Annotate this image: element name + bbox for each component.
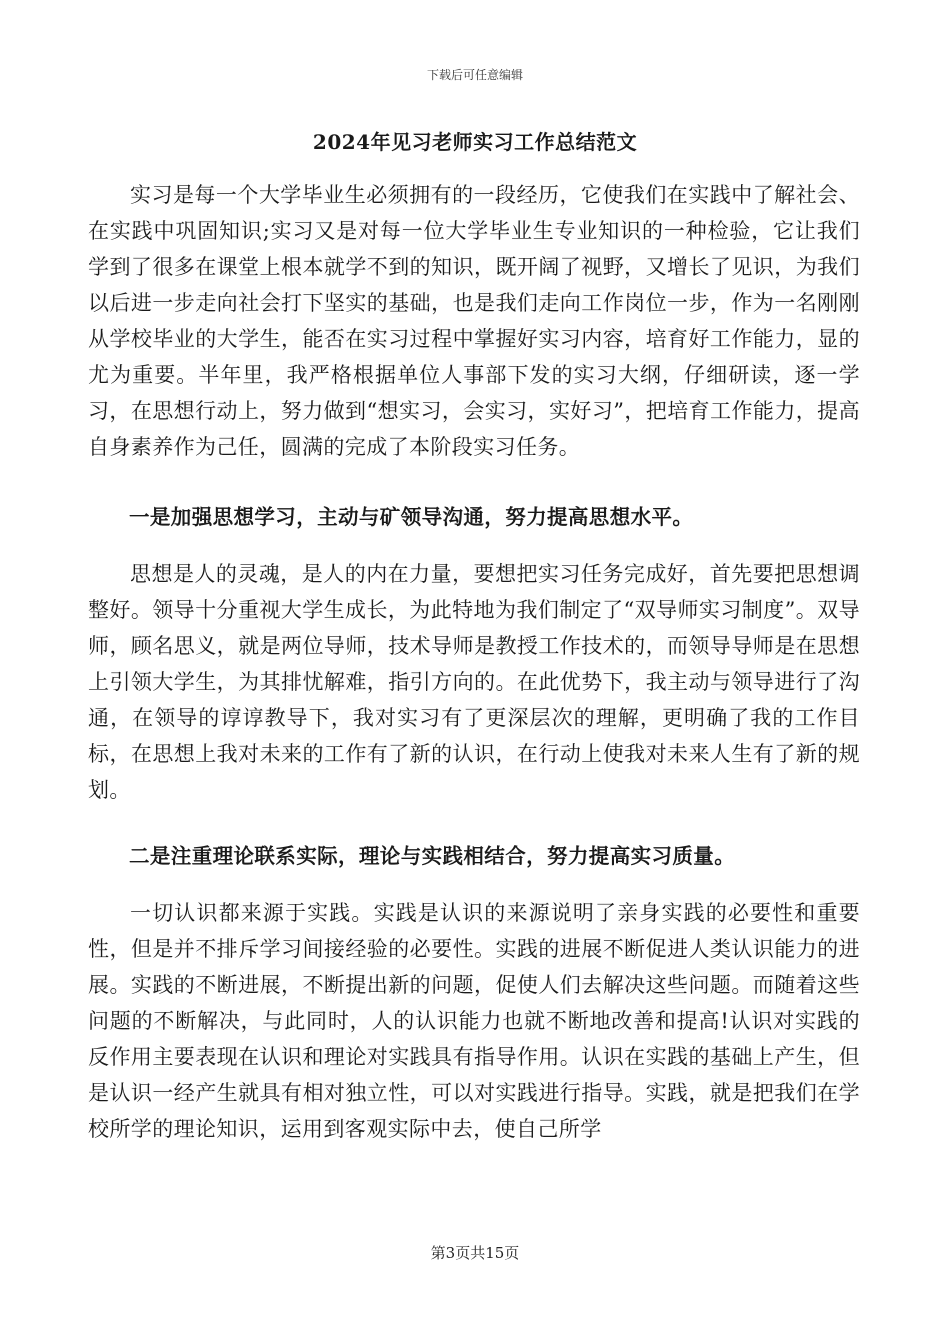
paragraph-practice: 一切认识都来源于实践。实践是认识的来源说明了亲身实践的必要性和重要性，但是并不排斥学习间接经验的必要性。实践的进展不断促进人类认识能力的进展。实践的不断进展，不断提出新的问题，促使人们去解决这些问题。而随着这些问题的不断解决，与此同时，人的认识能力也就不断地改善和提高!认识对实践的反作用主要表现在认识和理论对实践具有指导作用。认识在实践的基础上产生，但是认识一经产生就具有相对独立性，可以对实践进行指导。实践，就是把我们在学校所学的理论知识，运用到客观实际中去，使自己所学 [88,901,860,1141]
section-heading-2: 二是注重理论联系实际，理论与实践相结合，努力提高实习质量。 [129,844,736,868]
paragraph-intro: 实习是每一个大学毕业生必须拥有的一段经历，它使我们在实践中了解社会、在实践中巩固知识;实习又是对每一位大学毕业生专业知识的一种检验，它让我们学到了很多在课堂上根本就学不到的知识，既开阔了视野，又增长了见识，为我们以后进一步走向社会打下坚实的基础，也是我们走向工作岗位一步，作为一名刚刚从学校毕业的大学生，能否在实习过程中掌握好实习内容，培育好工作能力，显的尤为重要。半年里，我严格根据单位人事部下发的实习大纲，仔细研读，逐一学习，在思想行动上，努力做到“想实习，会实习，实好习”，把培育工作能力，提高自身素养作为己任，圆满的完成了本阶段实习任务。 [88,183,860,459]
header-note: 下载后可任意编辑 [426,68,523,82]
paragraph-thought: 思想是人的灵魂，是人的内在力量，要想把实习任务完成好，首先要把思想调整好。领导十分重视大学生成长，为此特地为我们制定了“双导师实习制度”。双导师，顾名思义，就是两位导师，技术导师是教授工作技术的，而领导导师是在思想上引领大学生，为其排忧解难，指引方向的。在此优势下，我主动与领导进行了沟通，在领导的谆谆教导下，我对实习有了更深层次的理解，更明确了我的工作目标，在思想上我对未来的工作有了新的认识，在行动上使我对未来人生有了新的规划。 [88,562,860,802]
page-number: 第3页共15页 [430,1244,520,1262]
section-heading-1: 一是加强思想学习，主动与矿领导沟通，努力提高思想水平。 [129,505,694,529]
document-title: 2024年见习老师实习工作总结范文 [312,130,638,154]
